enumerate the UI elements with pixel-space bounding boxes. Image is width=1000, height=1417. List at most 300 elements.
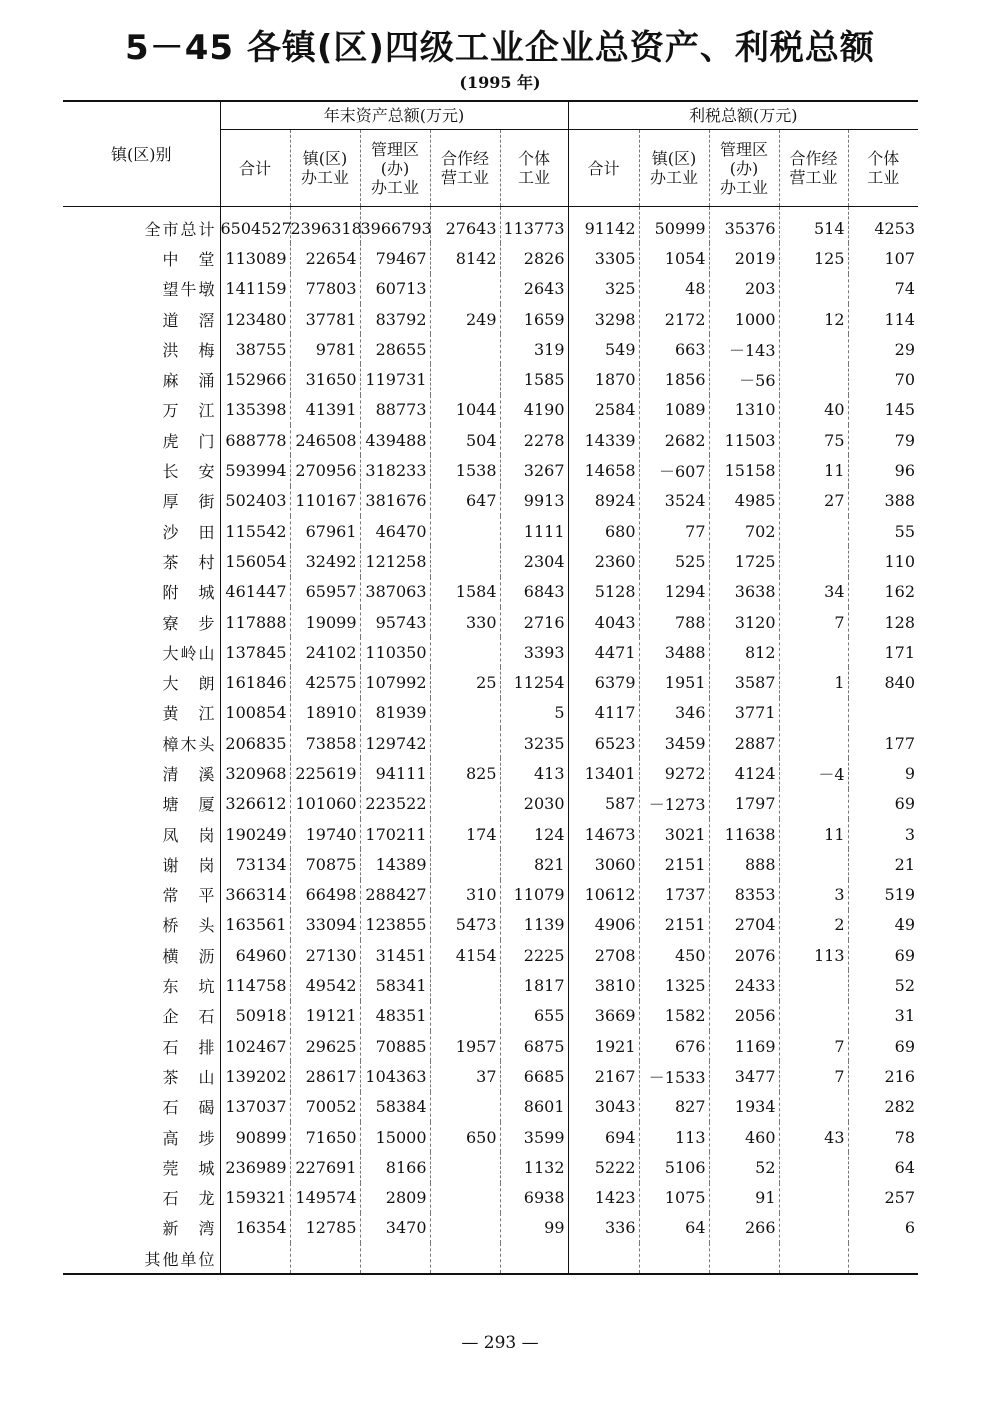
table-row bbox=[63, 819, 918, 849]
table-cell bbox=[430, 1092, 500, 1122]
table-cell: 502403 bbox=[220, 486, 290, 516]
table-cell: 15158 bbox=[709, 455, 779, 485]
table-cell: 67961 bbox=[290, 516, 360, 546]
row-name: 附 城 bbox=[162, 583, 217, 603]
table-cell bbox=[779, 698, 848, 728]
table-cell bbox=[430, 1213, 500, 1243]
row-name: 新 湾 bbox=[162, 1219, 217, 1239]
table-cell: 3488 bbox=[639, 637, 709, 667]
table-cell: 8166 bbox=[360, 1152, 430, 1182]
table-cell: 81939 bbox=[360, 698, 430, 728]
table-cell bbox=[779, 849, 848, 879]
table-cell: 139202 bbox=[220, 1061, 290, 1091]
table-cell: 1856 bbox=[639, 364, 709, 394]
table-cell: 1870 bbox=[568, 364, 639, 394]
table-cell: 206835 bbox=[220, 728, 290, 758]
table-cell: 1934 bbox=[709, 1092, 779, 1122]
table-cell: 110 bbox=[848, 546, 918, 576]
table-cell: 1000 bbox=[709, 304, 779, 334]
table-cell: 6938 bbox=[500, 1183, 568, 1213]
table-row bbox=[63, 304, 918, 334]
table-cell: 145 bbox=[848, 395, 918, 425]
table-cell: 2056 bbox=[709, 1001, 779, 1031]
table-row bbox=[63, 364, 918, 394]
table-cell: 227691 bbox=[290, 1152, 360, 1182]
table-cell: 102467 bbox=[220, 1031, 290, 1061]
table-cell: 38755 bbox=[220, 334, 290, 364]
table-cell: 125 bbox=[779, 243, 848, 273]
table-cell: 1139 bbox=[500, 910, 568, 940]
table-cell: －607 bbox=[639, 455, 709, 485]
row-name: 望牛墩 bbox=[162, 280, 217, 300]
table-cell: 79 bbox=[848, 425, 918, 455]
table-cell: 346 bbox=[639, 698, 709, 728]
table-cell: 11 bbox=[779, 455, 848, 485]
table-cell: 2360 bbox=[568, 546, 639, 576]
table-cell: 14673 bbox=[568, 819, 639, 849]
table-cell: 680 bbox=[568, 516, 639, 546]
table-cell bbox=[779, 546, 848, 576]
table-row bbox=[63, 486, 918, 516]
table-cell: 95743 bbox=[360, 607, 430, 637]
table-cell: 9 bbox=[848, 758, 918, 788]
table-cell: 41391 bbox=[290, 395, 360, 425]
table-cell bbox=[430, 1183, 500, 1213]
row-name: 虎 门 bbox=[162, 431, 217, 451]
table-row bbox=[63, 667, 918, 697]
table-cell: 78 bbox=[848, 1122, 918, 1152]
table-cell: 50999 bbox=[639, 207, 709, 244]
table-cell: 336 bbox=[568, 1213, 639, 1243]
table-cell: 788 bbox=[639, 607, 709, 637]
table-cell: 1310 bbox=[709, 395, 779, 425]
table-cell: 135398 bbox=[220, 395, 290, 425]
table-cell: 2887 bbox=[709, 728, 779, 758]
table-row bbox=[63, 637, 918, 667]
table-cell: 6843 bbox=[500, 577, 568, 607]
table-cell: 2682 bbox=[639, 425, 709, 455]
table-cell bbox=[430, 364, 500, 394]
table-cell: 66498 bbox=[290, 880, 360, 910]
table-row bbox=[63, 516, 918, 546]
table-cell: 137037 bbox=[220, 1092, 290, 1122]
table-cell: 4985 bbox=[709, 486, 779, 516]
table-cell: 10612 bbox=[568, 880, 639, 910]
table-cell: 6685 bbox=[500, 1061, 568, 1091]
row-name: 厚 街 bbox=[162, 492, 217, 512]
table-cell: 14339 bbox=[568, 425, 639, 455]
table-cell bbox=[430, 637, 500, 667]
row-name: 塘 厦 bbox=[162, 795, 217, 815]
table-cell: 149574 bbox=[290, 1183, 360, 1213]
table-cell bbox=[779, 789, 848, 819]
table-row bbox=[63, 1092, 918, 1122]
table-cell: 65957 bbox=[290, 577, 360, 607]
table-row bbox=[63, 1031, 918, 1061]
table-cell: 69 bbox=[848, 940, 918, 970]
row-name: 寮 步 bbox=[162, 613, 217, 633]
table-cell: 676 bbox=[639, 1031, 709, 1061]
row-name: 大岭山 bbox=[162, 643, 217, 663]
table-cell: 69 bbox=[848, 789, 918, 819]
table-cell: 3966793 bbox=[360, 207, 430, 244]
table-cell: 3810 bbox=[568, 970, 639, 1000]
table-cell: 3477 bbox=[709, 1061, 779, 1091]
table-cell: 19740 bbox=[290, 819, 360, 849]
table-cell: 461447 bbox=[220, 577, 290, 607]
table-cell: 29625 bbox=[290, 1031, 360, 1061]
table-cell: 11079 bbox=[500, 880, 568, 910]
table-cell: 3470 bbox=[360, 1213, 430, 1243]
table-cell: 8601 bbox=[500, 1092, 568, 1122]
table-cell: 223522 bbox=[360, 789, 430, 819]
table-cell: 587 bbox=[568, 789, 639, 819]
table-cell: 113089 bbox=[220, 243, 290, 273]
table-cell: 4043 bbox=[568, 607, 639, 637]
table-cell: 1075 bbox=[639, 1183, 709, 1213]
data-table bbox=[63, 100, 918, 1275]
column-header: 个体 工业 bbox=[500, 130, 568, 207]
table-cell: 460 bbox=[709, 1122, 779, 1152]
table-cell: 310 bbox=[430, 880, 500, 910]
table-cell: 152966 bbox=[220, 364, 290, 394]
column-header: 个体 工业 bbox=[848, 130, 918, 207]
table-cell: 32492 bbox=[290, 546, 360, 576]
table-cell: 11254 bbox=[500, 667, 568, 697]
column-header: 管理区 (办) 办工业 bbox=[709, 130, 779, 207]
table-cell: 119731 bbox=[360, 364, 430, 394]
table-cell bbox=[848, 1243, 918, 1274]
table-cell: 288427 bbox=[360, 880, 430, 910]
table-cell: 1817 bbox=[500, 970, 568, 1000]
table-cell: 1294 bbox=[639, 577, 709, 607]
table-row bbox=[63, 395, 918, 425]
table-cell: －1533 bbox=[639, 1061, 709, 1091]
table-cell: 70052 bbox=[290, 1092, 360, 1122]
table-cell: 3298 bbox=[568, 304, 639, 334]
table-cell: 22654 bbox=[290, 243, 360, 273]
table-cell: 3235 bbox=[500, 728, 568, 758]
table-cell: 1582 bbox=[639, 1001, 709, 1031]
table-cell: 73858 bbox=[290, 728, 360, 758]
table-cell: 117888 bbox=[220, 607, 290, 637]
table-cell: 25 bbox=[430, 667, 500, 697]
table-cell: 96 bbox=[848, 455, 918, 485]
table-cell: 64960 bbox=[220, 940, 290, 970]
table-cell: 5 bbox=[500, 698, 568, 728]
table-row bbox=[63, 274, 918, 304]
table-cell: 28655 bbox=[360, 334, 430, 364]
table-cell: 549 bbox=[568, 334, 639, 364]
row-name: 大 朗 bbox=[162, 674, 217, 694]
table-cell bbox=[430, 849, 500, 879]
table-cell: 1585 bbox=[500, 364, 568, 394]
table-cell: 27643 bbox=[430, 207, 500, 244]
table-cell: 49542 bbox=[290, 970, 360, 1000]
table-cell: 825 bbox=[430, 758, 500, 788]
table-cell bbox=[430, 789, 500, 819]
table-cell: 7 bbox=[779, 607, 848, 637]
table-cell bbox=[779, 1152, 848, 1182]
column-header: 镇(区) 办工业 bbox=[639, 130, 709, 207]
table-cell: 11503 bbox=[709, 425, 779, 455]
table-cell: 107992 bbox=[360, 667, 430, 697]
table-cell: 88773 bbox=[360, 395, 430, 425]
table-cell: 3267 bbox=[500, 455, 568, 485]
table-cell: 1797 bbox=[709, 789, 779, 819]
table-cell: 1957 bbox=[430, 1031, 500, 1061]
table-cell: 4124 bbox=[709, 758, 779, 788]
page-subtitle: (1995 年) bbox=[459, 73, 541, 92]
table-cell: 79467 bbox=[360, 243, 430, 273]
table-row bbox=[63, 577, 918, 607]
table-cell: 14658 bbox=[568, 455, 639, 485]
table-cell: 124 bbox=[500, 819, 568, 849]
table-cell: 7 bbox=[779, 1061, 848, 1091]
table-row bbox=[63, 789, 918, 819]
table-cell: 16354 bbox=[220, 1213, 290, 1243]
table-cell bbox=[430, 516, 500, 546]
table-row bbox=[63, 546, 918, 576]
table-cell bbox=[779, 728, 848, 758]
row-name: 石 排 bbox=[162, 1037, 217, 1057]
table-cell bbox=[430, 1243, 500, 1274]
table-cell: 413 bbox=[500, 758, 568, 788]
table-cell: 114 bbox=[848, 304, 918, 334]
table-cell: 320968 bbox=[220, 758, 290, 788]
table-cell: 647 bbox=[430, 486, 500, 516]
table-cell: 170211 bbox=[360, 819, 430, 849]
table-cell: 4117 bbox=[568, 698, 639, 728]
table-cell: 129742 bbox=[360, 728, 430, 758]
table-cell: 514 bbox=[779, 207, 848, 244]
row-name: 沙 田 bbox=[162, 522, 217, 542]
table-cell: 46470 bbox=[360, 516, 430, 546]
row-name: 清 溪 bbox=[162, 764, 217, 784]
table-cell: 91142 bbox=[568, 207, 639, 244]
table-cell: 69 bbox=[848, 1031, 918, 1061]
table-cell bbox=[360, 1243, 430, 1274]
table-cell: 2076 bbox=[709, 940, 779, 970]
table-row bbox=[63, 425, 918, 455]
table-cell: 216 bbox=[848, 1061, 918, 1091]
table-cell: 15000 bbox=[360, 1122, 430, 1152]
table-cell: 650 bbox=[430, 1122, 500, 1152]
table-cell: 64 bbox=[639, 1213, 709, 1243]
table-cell: 694 bbox=[568, 1122, 639, 1152]
table-cell: 1737 bbox=[639, 880, 709, 910]
table-cell: －4 bbox=[779, 758, 848, 788]
table-cell: 1169 bbox=[709, 1031, 779, 1061]
table-cell: 2809 bbox=[360, 1183, 430, 1213]
row-name: 其他单位 bbox=[63, 1243, 220, 1274]
row-name: 企 石 bbox=[162, 1007, 217, 1027]
table-cell bbox=[779, 637, 848, 667]
table-cell: 37781 bbox=[290, 304, 360, 334]
table-row bbox=[63, 970, 918, 1000]
table-cell: 266 bbox=[709, 1213, 779, 1243]
table-cell: 3393 bbox=[500, 637, 568, 667]
table-cell: 110350 bbox=[360, 637, 430, 667]
row-name: 石 碣 bbox=[162, 1098, 217, 1118]
row-name: 万 江 bbox=[162, 401, 217, 421]
table-cell: 1089 bbox=[639, 395, 709, 425]
table-cell: 4906 bbox=[568, 910, 639, 940]
table-cell: －143 bbox=[709, 334, 779, 364]
table-cell: 8142 bbox=[430, 243, 500, 273]
table-cell: 99 bbox=[500, 1213, 568, 1243]
table-row bbox=[63, 1152, 918, 1182]
table-cell: 1 bbox=[779, 667, 848, 697]
table-cell: 1044 bbox=[430, 395, 500, 425]
table-cell bbox=[779, 274, 848, 304]
table-cell: 5222 bbox=[568, 1152, 639, 1182]
table-cell: 2304 bbox=[500, 546, 568, 576]
table-cell: 107 bbox=[848, 243, 918, 273]
table-cell: 525 bbox=[639, 546, 709, 576]
table-cell: 8924 bbox=[568, 486, 639, 516]
table-cell: 113773 bbox=[500, 207, 568, 244]
table-cell: 2019 bbox=[709, 243, 779, 273]
table-cell: 888 bbox=[709, 849, 779, 879]
table-cell: 663 bbox=[639, 334, 709, 364]
row-name: 莞 城 bbox=[162, 1158, 217, 1178]
table-cell: 74 bbox=[848, 274, 918, 304]
table-row bbox=[63, 334, 918, 364]
table-cell: 3669 bbox=[568, 1001, 639, 1031]
table-cell: 71650 bbox=[290, 1122, 360, 1152]
table-cell bbox=[430, 1152, 500, 1182]
table-cell: 1659 bbox=[500, 304, 568, 334]
row-name: 道 滘 bbox=[162, 310, 217, 330]
table-cell: 77803 bbox=[290, 274, 360, 304]
table-row bbox=[63, 1001, 918, 1031]
table-cell: 174 bbox=[430, 819, 500, 849]
table-cell: 1132 bbox=[500, 1152, 568, 1182]
row-name: 麻 涌 bbox=[162, 371, 217, 391]
table-cell: 3587 bbox=[709, 667, 779, 697]
table-row bbox=[63, 1183, 918, 1213]
table-cell: 2643 bbox=[500, 274, 568, 304]
table-cell: 12785 bbox=[290, 1213, 360, 1243]
table-cell: 8353 bbox=[709, 880, 779, 910]
table-cell: 318233 bbox=[360, 455, 430, 485]
row-name: 横 沥 bbox=[162, 946, 217, 966]
table-row bbox=[63, 758, 918, 788]
table-cell: 123855 bbox=[360, 910, 430, 940]
table-cell: 137845 bbox=[220, 637, 290, 667]
table-cell: 2151 bbox=[639, 849, 709, 879]
table-cell: 2172 bbox=[639, 304, 709, 334]
group-header-tax: 利税总额(万元) bbox=[568, 101, 918, 130]
row-name: 茶 村 bbox=[162, 552, 217, 572]
table-cell: 3060 bbox=[568, 849, 639, 879]
table-cell: 3 bbox=[848, 819, 918, 849]
group-header-assets: 年末资产总额(万元) bbox=[220, 101, 568, 130]
table-cell: 101060 bbox=[290, 789, 360, 819]
table-cell: 29 bbox=[848, 334, 918, 364]
table-row bbox=[63, 607, 918, 637]
row-name: 凤 岗 bbox=[162, 825, 217, 845]
table-cell: 6523 bbox=[568, 728, 639, 758]
table-row bbox=[63, 910, 918, 940]
table-cell: 9272 bbox=[639, 758, 709, 788]
table-cell: 5106 bbox=[639, 1152, 709, 1182]
table-cell: 55 bbox=[848, 516, 918, 546]
table-cell: 3524 bbox=[639, 486, 709, 516]
table-cell bbox=[430, 970, 500, 1000]
table-cell: 7 bbox=[779, 1031, 848, 1061]
table-cell: 90899 bbox=[220, 1122, 290, 1152]
table-cell: 821 bbox=[500, 849, 568, 879]
row-label-header: 镇(区)别 bbox=[63, 101, 220, 207]
table-cell: 91 bbox=[709, 1183, 779, 1213]
table-cell: 58384 bbox=[360, 1092, 430, 1122]
table-cell: 2396318 bbox=[290, 207, 360, 244]
table-cell: 387063 bbox=[360, 577, 430, 607]
table-cell: 40 bbox=[779, 395, 848, 425]
table-cell: 5128 bbox=[568, 577, 639, 607]
table-row bbox=[63, 455, 918, 485]
table-cell: 48351 bbox=[360, 1001, 430, 1031]
table-cell: 4471 bbox=[568, 637, 639, 667]
table-cell bbox=[779, 1213, 848, 1243]
table-cell: 4154 bbox=[430, 940, 500, 970]
table-cell: 2278 bbox=[500, 425, 568, 455]
table-cell: 2433 bbox=[709, 970, 779, 1000]
table-cell: 2030 bbox=[500, 789, 568, 819]
row-name: 长 安 bbox=[162, 462, 217, 482]
table-cell: 94111 bbox=[360, 758, 430, 788]
table-cell: 70 bbox=[848, 364, 918, 394]
table-cell: 31451 bbox=[360, 940, 430, 970]
table-cell bbox=[779, 1243, 848, 1274]
row-name: 东 坑 bbox=[162, 977, 217, 997]
table-cell: 24102 bbox=[290, 637, 360, 667]
table-cell: 11638 bbox=[709, 819, 779, 849]
row-name: 樟木头 bbox=[162, 734, 217, 754]
table-row bbox=[63, 728, 918, 758]
table-cell: 110167 bbox=[290, 486, 360, 516]
table-cell: 121258 bbox=[360, 546, 430, 576]
table-cell: 702 bbox=[709, 516, 779, 546]
table-cell: 113 bbox=[779, 940, 848, 970]
table-cell: 18910 bbox=[290, 698, 360, 728]
table-cell: 439488 bbox=[360, 425, 430, 455]
table-cell bbox=[779, 334, 848, 364]
table-cell: 3021 bbox=[639, 819, 709, 849]
table-cell: 1538 bbox=[430, 455, 500, 485]
table-cell: 35376 bbox=[709, 207, 779, 244]
table-cell bbox=[220, 1243, 290, 1274]
table-cell: 162 bbox=[848, 577, 918, 607]
table-cell: 2826 bbox=[500, 243, 568, 273]
table-cell: 31650 bbox=[290, 364, 360, 394]
table-cell bbox=[430, 334, 500, 364]
table-row bbox=[63, 207, 918, 244]
table-cell: 3459 bbox=[639, 728, 709, 758]
table-cell: 115542 bbox=[220, 516, 290, 546]
row-name: 中 堂 bbox=[162, 249, 217, 269]
row-name: 黄 江 bbox=[162, 704, 217, 724]
table-cell: 159321 bbox=[220, 1183, 290, 1213]
table-cell: 3638 bbox=[709, 577, 779, 607]
column-header: 镇(区) 办工业 bbox=[290, 130, 360, 207]
table-cell: 14389 bbox=[360, 849, 430, 879]
table-cell: 177 bbox=[848, 728, 918, 758]
table-cell: 156054 bbox=[220, 546, 290, 576]
table-cell: 163561 bbox=[220, 910, 290, 940]
